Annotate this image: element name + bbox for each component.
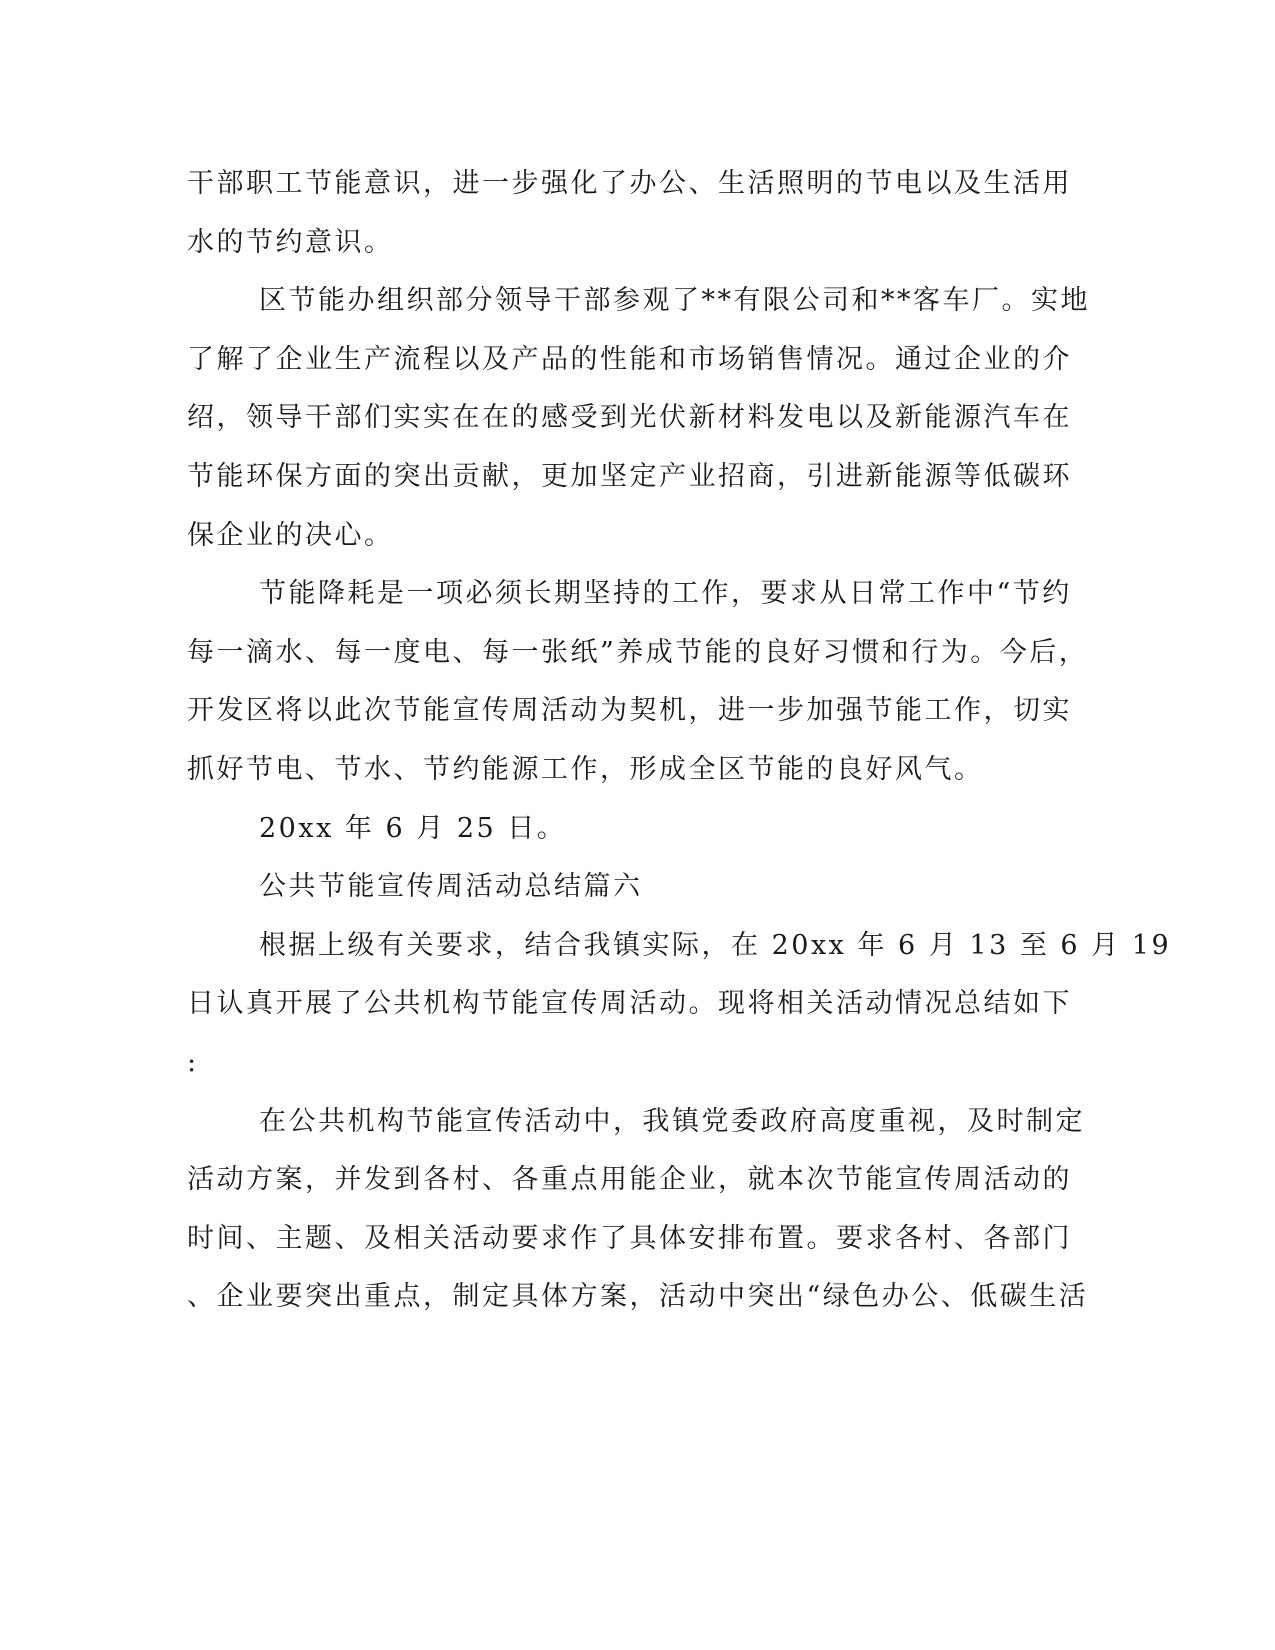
text-line: 每一滴水、每一度电、每一张纸”养成节能的良好习惯和行为。今后， — [187, 637, 1089, 668]
text-line: : — [187, 1047, 199, 1078]
text-line: 开发区将以此次节能宣传周活动为契机，进一步加强节能工作，切实 — [187, 695, 1072, 726]
text-line: 保企业的决心。 — [187, 520, 394, 551]
text-line: 抓好节电、节水、节约能源工作，形成全区节能的良好风气。 — [187, 754, 984, 785]
text-line: 绍，领导干部们实实在在的感受到光伏新材料发电以及新能源汽车在 — [187, 402, 1072, 433]
section-heading: 公共节能宣传周活动总结篇六 — [259, 871, 643, 902]
text-line: 干部职工节能意识，进一步强化了办公、生活照明的节电以及生活用 — [187, 168, 1072, 199]
text-line: 了解了企业生产流程以及产品的性能和市场销售情况。通过企业的介 — [187, 344, 1072, 375]
text-line: 、企业要突出重点，制定具体方案，活动中突出“绿色办公、低碳生活 — [187, 1281, 1089, 1312]
text-line: 水的节约意识。 — [187, 227, 394, 258]
paragraph-first-line: 节能降耗是一项必须长期坚持的工作，要求从日常工作中“节约 — [259, 578, 1072, 609]
paragraph-first-line: 区节能办组织部分领导干部参观了**有限公司和**客车厂。实地 — [259, 285, 1090, 316]
paragraph-first-line: 根据上级有关要求，结合我镇实际，在 20xx 年 6 月 13 至 6 月 19 — [259, 930, 1172, 961]
text-line: 日认真开展了公共机构节能宣传周活动。现将相关活动情况总结如下 — [187, 988, 1072, 1019]
text-line: 时间、主题、及相关活动要求作了具体安排布置。要求各村、各部门 — [187, 1223, 1072, 1254]
paragraph-first-line: 在公共机构节能宣传活动中，我镇党委政府高度重视，及时制定 — [259, 1106, 1085, 1137]
date-line: 20xx 年 6 月 25 日。 — [259, 813, 567, 844]
text-line: 节能环保方面的突出贡献，更加坚定产业招商，引进新能源等低碳环 — [187, 461, 1072, 492]
text-line: 活动方案，并发到各村、各重点用能企业，就本次节能宣传周活动的 — [187, 1164, 1072, 1195]
